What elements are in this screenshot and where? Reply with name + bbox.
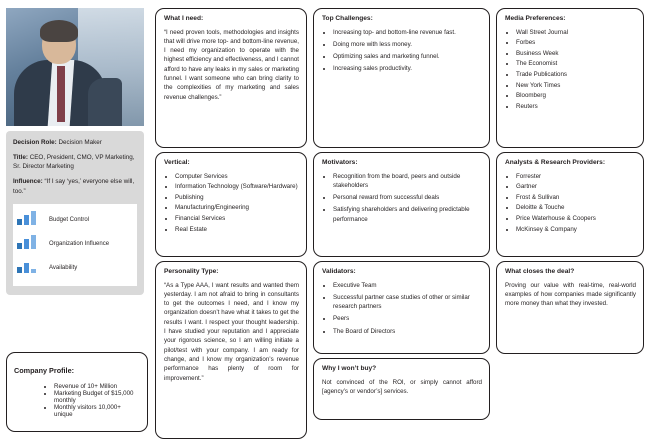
decision-role-value: Decision Maker	[58, 139, 102, 146]
list-item: • Doing more with less money.	[333, 40, 482, 50]
list-item: • Price Waterhouse & Coopers	[516, 214, 636, 224]
media-preferences-list	[505, 28, 636, 112]
validators-heading: Validators:	[322, 268, 356, 275]
closes-deal-body: Proving our value with real-time, real-world examples of how companies made significantly more money than what they invested.	[505, 281, 636, 308]
list-item: • Marketing Budget of $15,000 monthly	[54, 390, 140, 404]
title-value: CEO, President, CMO, VP Marketing, Sr. Director Marketing	[13, 154, 135, 171]
vertical-list	[164, 172, 299, 235]
what-closes-the-deal-card	[496, 261, 644, 354]
list-item: • Trade Publications	[516, 70, 636, 80]
list-item: • Bloomberg	[516, 91, 636, 101]
personality-type-card	[155, 261, 307, 439]
media-preferences-card	[496, 8, 644, 148]
list-item: • New York Times	[516, 81, 636, 91]
bar-group	[17, 208, 43, 225]
attributes-bar-chart	[13, 204, 137, 286]
personality-body: “As a Type AAA, I want results and wanted them yesterday. I am not afraid to bring in consultants to get the outcomes I need, and I know my organization doesn’t have what it takes to get the results I want. I respect your thought leadership. I have studied your reputation and I appreciate your rigorous science, so I am willing initiate a pilot/test with your company. I am ready for change, and I know my organization’s revenue performance has plenty of room for improvement.”	[164, 281, 299, 382]
list-item: • Business Week	[516, 49, 636, 59]
motivators-card	[313, 152, 490, 257]
list-item: • The Board of Directors	[333, 327, 482, 337]
closes-deal-heading: What closes the deal?	[505, 268, 575, 275]
why-i-wont-buy-body: Not convinced of the ROI, or simply cannot afford [agency’s or vendor’s] services.	[322, 378, 482, 395]
list-item: • Personal reward from successful deals	[333, 193, 482, 203]
what-i-need-card	[155, 8, 307, 148]
title-line	[13, 153, 137, 171]
list-item: • Frost & Sullivan	[516, 193, 636, 203]
list-item: • Monthly visitors 10,000+ unique	[54, 404, 140, 418]
what-i-need-heading: What I need:	[164, 15, 204, 22]
persona-photo	[6, 8, 144, 126]
list-item: • Financial Services	[175, 214, 299, 224]
analysts-heading: Analysts & Research Providers:	[505, 159, 606, 166]
influence-label: Influence:	[13, 178, 43, 186]
list-item: • Forbes	[516, 38, 636, 48]
motivators-heading: Motivators:	[322, 159, 358, 166]
why-i-wont-buy-card	[313, 358, 490, 420]
company-profile-heading: Company Profile:	[14, 366, 75, 376]
company-profile-list	[14, 383, 140, 418]
list-item: • Satisfying shareholders and delivering predictable performance	[333, 205, 482, 224]
list-item: • Reuters	[516, 102, 636, 112]
validators-card	[313, 261, 490, 354]
bar-group	[17, 232, 43, 249]
list-item: • Publishing	[175, 193, 299, 203]
top-challenges-list	[322, 28, 482, 74]
vertical-card	[155, 152, 307, 257]
list-item: • Increasing top- and bottom-line revenue fast.	[333, 28, 482, 38]
photo-tie	[57, 66, 65, 122]
left-column	[6, 8, 148, 295]
decision-role-label: Decision Role:	[13, 139, 57, 146]
list-item: • Wall Street Journal	[516, 28, 636, 38]
media-preferences-heading: Media Preferences:	[505, 15, 566, 22]
vertical-heading: Vertical:	[164, 159, 190, 166]
chart-row-availability	[17, 256, 133, 273]
chart-label: Availability	[49, 264, 78, 271]
list-item: • The Economist	[516, 59, 636, 69]
list-item: • Executive Team	[333, 281, 482, 291]
title-label: Title:	[13, 154, 28, 162]
company-profile-card	[6, 352, 148, 432]
list-item: • Computer Services	[175, 172, 299, 182]
list-item: • Successful partner case studies of other or similar research partners	[333, 293, 482, 312]
top-challenges-heading: Top Challenges:	[322, 15, 373, 22]
list-item: • Real Estate	[175, 225, 299, 235]
what-i-need-body: “I need proven tools, methodologies and insights that will drive more top- and bottom-line revenue, I need my organization to operate with the highest efficiency and effectiveness, and I cannot afford to have any leaks in my sales or marketing funnel. I want someone who can bring clarity to the complexities of my marketing and sales revenue challenges.”	[164, 28, 299, 101]
decision-role-line	[13, 138, 137, 147]
list-item: • Information Technology (Software/Hardware)	[175, 182, 299, 192]
list-item: • Recognition from the board, peers and outside stakeholders	[333, 172, 482, 191]
motivators-list	[322, 172, 482, 225]
list-item: • Gartner	[516, 182, 636, 192]
chart-row-budget-control	[17, 208, 133, 225]
photo-arm	[88, 78, 122, 126]
analysts-list	[505, 172, 636, 235]
list-item: • Forrester	[516, 172, 636, 182]
top-challenges-card	[313, 8, 490, 148]
list-item: • Deloitte & Touche	[516, 203, 636, 213]
why-i-wont-buy-heading: Why I won’t buy?	[322, 365, 377, 372]
chart-row-organization-influence	[17, 232, 133, 249]
influence-value: “If I say ‘yes,’ everyone else will, too.”	[13, 178, 135, 195]
chart-label: Budget Control	[49, 216, 90, 223]
photo-hair	[40, 20, 78, 42]
bar-group	[17, 256, 43, 273]
list-item: • Manufacturing/Engineering	[175, 203, 299, 213]
influence-line	[13, 177, 137, 195]
persona-meta-box	[6, 131, 144, 295]
list-item: • Optimizing sales and marketing funnel.	[333, 52, 482, 62]
validators-list	[322, 281, 482, 337]
personality-heading: Personality Type:	[164, 268, 219, 275]
analysts-research-providers-card	[496, 152, 644, 257]
chart-label: Organization Influence	[49, 240, 110, 247]
list-item: • Increasing sales productivity.	[333, 64, 482, 74]
list-item: • Peers	[333, 314, 482, 324]
list-item: • McKinsey & Company	[516, 225, 636, 235]
list-item: • Revenue of 10+ Million	[54, 383, 140, 390]
